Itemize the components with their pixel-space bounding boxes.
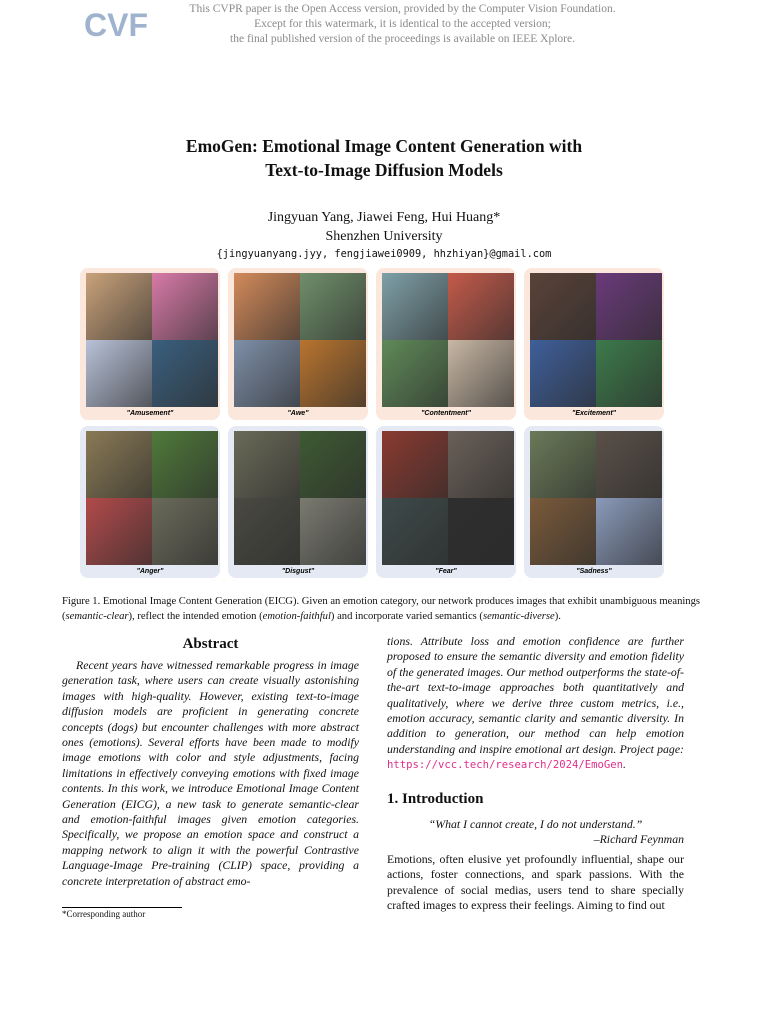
emotion-label: "Contentment" (421, 410, 471, 417)
generated-image (382, 431, 448, 498)
caption-text: ) and incorporate varied semantics ( (330, 611, 483, 622)
caption-text: Emotional Image Content Generation (EICG). Given an emotion category, our network produces images that exhibit unambiguous meanings ( (62, 596, 701, 622)
abstract-text-continued (387, 634, 684, 774)
abstract-period: . (623, 757, 626, 772)
footnote: *Corresponding author (62, 909, 146, 919)
watermark-line: the final published version of the proceedings is available on IEEE Xplore. (230, 33, 575, 45)
left-column (62, 634, 359, 889)
generated-image (596, 498, 662, 565)
generated-image (86, 431, 152, 498)
emotion-label: "Sadness" (576, 568, 612, 575)
generated-image (448, 431, 514, 498)
generated-image (300, 340, 366, 407)
epigraph-author: –Richard Feynman (593, 832, 684, 847)
generated-image (300, 431, 366, 498)
project-page-link[interactable]: https://vcc.tech/research/2024/EmoGen (387, 759, 623, 772)
caption-text: ). (554, 611, 561, 622)
generated-image (234, 273, 300, 340)
generated-image (596, 273, 662, 340)
title-line: Text-to-Image Diffusion Models (265, 160, 503, 180)
caption-term: emotion-faithful (262, 611, 331, 622)
emotion-label: "Disgust" (281, 568, 315, 575)
generated-image (152, 431, 218, 498)
author-block (84, 208, 684, 246)
epigraph-quote: “What I cannot create, I do not understand.” (428, 817, 643, 832)
generated-image (234, 340, 300, 407)
generated-image (530, 498, 596, 565)
right-column (387, 634, 684, 914)
cvf-logo (84, 6, 148, 49)
generated-image (448, 273, 514, 340)
emotion-panel (80, 426, 220, 578)
caption-term: semantic-clear (65, 611, 129, 622)
generated-image (382, 273, 448, 340)
generated-image (382, 498, 448, 565)
author-names: Jingyuan Yang, Jiawei Feng, Hui Huang* (267, 210, 501, 225)
generated-image (86, 273, 152, 340)
abstract-continued-text: tions. Attribute loss and emotion confidence are further proposed to ensure the semantic diversity and emotion fidelity of the generated images. Our method outperforms the state-of-the-art text-to-image approaches both quantitatively and qualitatively, where we derive three custom metrics, i.e., emotion accuracy, semantic clarity and semantic diversity. In addition to generation, our method can help emotion understanding and inspire emotional art design. Project page: (387, 634, 684, 756)
generated-image (152, 273, 218, 340)
emotion-panel (376, 268, 516, 420)
emotion-panel (524, 426, 664, 578)
generated-image (86, 498, 152, 565)
watermark-line: This CVPR paper is the Open Access version, provided by the Computer Vision Foundation. (189, 3, 616, 15)
generated-image (530, 340, 596, 407)
generated-image (530, 273, 596, 340)
emotion-label: "Fear" (435, 568, 457, 575)
introduction-text: Emotions, often elusive yet profoundly influential, shape our actions, foster connections, and spark passions. With the prevalence of social medias, users tend to share specially crafted images to express their feelings. Aiming to find out (387, 851, 684, 913)
generated-image (596, 431, 662, 498)
generated-image (86, 340, 152, 407)
affiliation: Shenzhen University (325, 229, 443, 244)
figure-caption (62, 594, 702, 624)
emotion-panel (80, 268, 220, 420)
emotion-panel (228, 426, 368, 578)
emotion-label: "Excitement" (572, 410, 616, 417)
generated-image (234, 498, 300, 565)
generated-image (152, 340, 218, 407)
emotion-panel (524, 268, 664, 420)
caption-term: semantic-diverse (482, 611, 555, 622)
generated-image (300, 498, 366, 565)
watermark-notice (150, 2, 655, 47)
caption-prefix: Figure 1. (62, 596, 103, 607)
caption-text: ), reflect the intended emotion ( (128, 611, 263, 622)
generated-image (152, 498, 218, 565)
generated-image (448, 498, 514, 565)
title-line: EmoGen: Emotional Image Content Generation with (185, 136, 583, 156)
emotion-label: "Amusement" (126, 410, 174, 417)
abstract-heading: Abstract (182, 636, 239, 652)
footnote-divider (62, 907, 182, 908)
generated-image (530, 431, 596, 498)
paper-title (84, 134, 684, 182)
abstract-text: Recent years have witnessed remarkable progress in image generation task, where users can create visually astonishing images with high-quality. However, existing text-to-image diffusion models are proficient in generating concrete concepts (dogs) but encounter challenges with more abstract ones (emotions). Several efforts have been made to modify image emotions with color and style adjustments, facing limitations in effectively conveying emotions with fixed image contents. In this work, we introduce Emotional Image Content Generation (EICG), a new task to generate semantic-clear and emotion-faithful images given emotion categories. Specifically, we propose an emotion space and construct a mapping network to align it with the powerful Contrastive Language-Image Pre-training (CLIP) space, providing a concrete interpretation of abstract emo- (62, 658, 359, 888)
generated-image (300, 273, 366, 340)
generated-image (596, 340, 662, 407)
emotion-panel (376, 426, 516, 578)
author-email[interactable]: {jingyuanyang.jyy, fengjiawei0909, hhzhiyan}@gmail.com (216, 248, 552, 260)
emotion-panel (228, 268, 368, 420)
watermark-line: Except for this watermark, it is identical to the accepted version; (254, 18, 551, 30)
introduction-heading: 1. Introduction (387, 790, 484, 807)
generated-image (234, 431, 300, 498)
generated-image (382, 340, 448, 407)
cvf-logo-text: CVF (84, 7, 148, 43)
generated-image (448, 340, 514, 407)
emotion-label: "Awe" (287, 410, 309, 417)
emotion-label: "Anger" (136, 568, 164, 575)
